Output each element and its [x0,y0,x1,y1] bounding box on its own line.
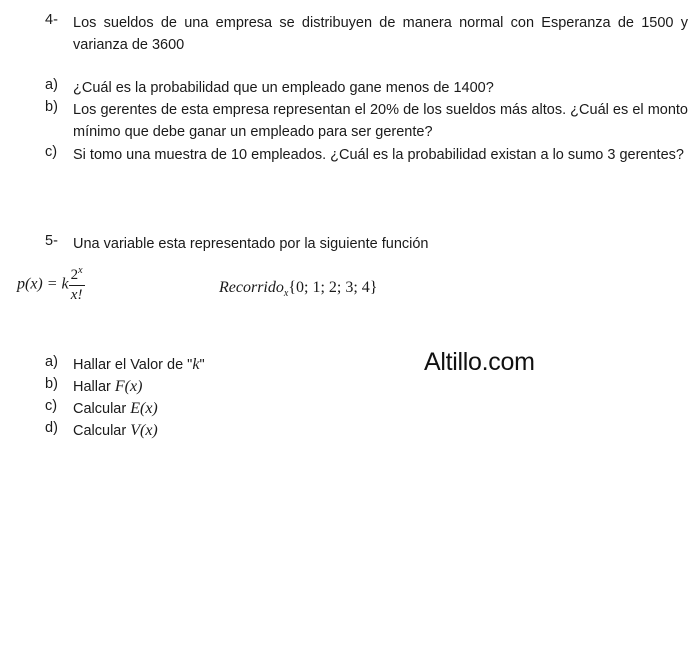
range-formula [219,279,377,299]
formula-numerator: 2 [70,267,79,283]
problem-5-item-a-label: a) [45,354,58,370]
problem-5-number: 5- [45,233,58,249]
problem-4-number: 4- [45,12,58,28]
problem-5-item-d-text: Calcular [73,423,131,439]
altillo-watermark: Altillo.com [424,348,535,376]
problem-4-item-c-text: Si tomo una muestra de 10 empleados. ¿Cuál es la probabilidad existan a lo sumo 3 gerentes? [73,147,684,163]
range-set: {0; 1; 2; 3; 4} [288,279,378,296]
range-label: Recorrido [219,279,284,296]
problem-4-item-a-text: ¿Cuál es la probabilidad que un empleado gane menos de 1400? [73,80,494,96]
formula-fraction [69,265,85,304]
problem-5-statement: Una variable esta representado por la siguiente función [73,236,429,252]
problem-5-item-b-label: b) [45,376,58,392]
problem-4-item-c-label: c) [45,144,58,160]
problem-5-item-a-suffix: " [199,357,205,373]
problem-4-statement: Los sueldos de una empresa se distribuyen de manera normal con Esperanza de 1500 y varianza de 3600 [73,15,688,53]
problem-5-item-b-math: F(x) [114,378,143,395]
problem-5-item-c-label: c) [45,398,58,414]
problem-5-item-d [73,420,688,442]
problem-5-item-b [73,376,688,398]
formula-exponent: x [78,265,83,276]
formula-denominator: x! [70,287,83,303]
problem-5-item-b-text: Hallar [73,379,115,395]
formula-lhs: p(x) = k [17,275,69,293]
problem-5-item-a-text: Hallar el Valor de " [73,357,193,373]
problem-5-item-a-math: k [192,356,200,373]
problem-5-item-c-text: Calcular [73,401,131,417]
problem-5-item-c [73,398,688,420]
range-subscript: x [283,288,289,300]
problem-4-item-b-text: Los gerentes de esta empresa representan el 20% de los sueldos más altos. ¿Cuál es el monto mínimo que debe ganar un empleado para ser gerente? [73,102,688,140]
problem-4-item-a-label: a) [45,77,58,93]
problem-5-item-c-math: E(x) [130,400,158,417]
probability-function-formula [17,265,85,304]
problem-5-item-a [73,354,688,376]
problem-4-item-b-label: b) [45,99,58,115]
problem-5-item-d-label: d) [45,420,58,436]
problem-5-item-d-math: V(x) [130,422,158,439]
